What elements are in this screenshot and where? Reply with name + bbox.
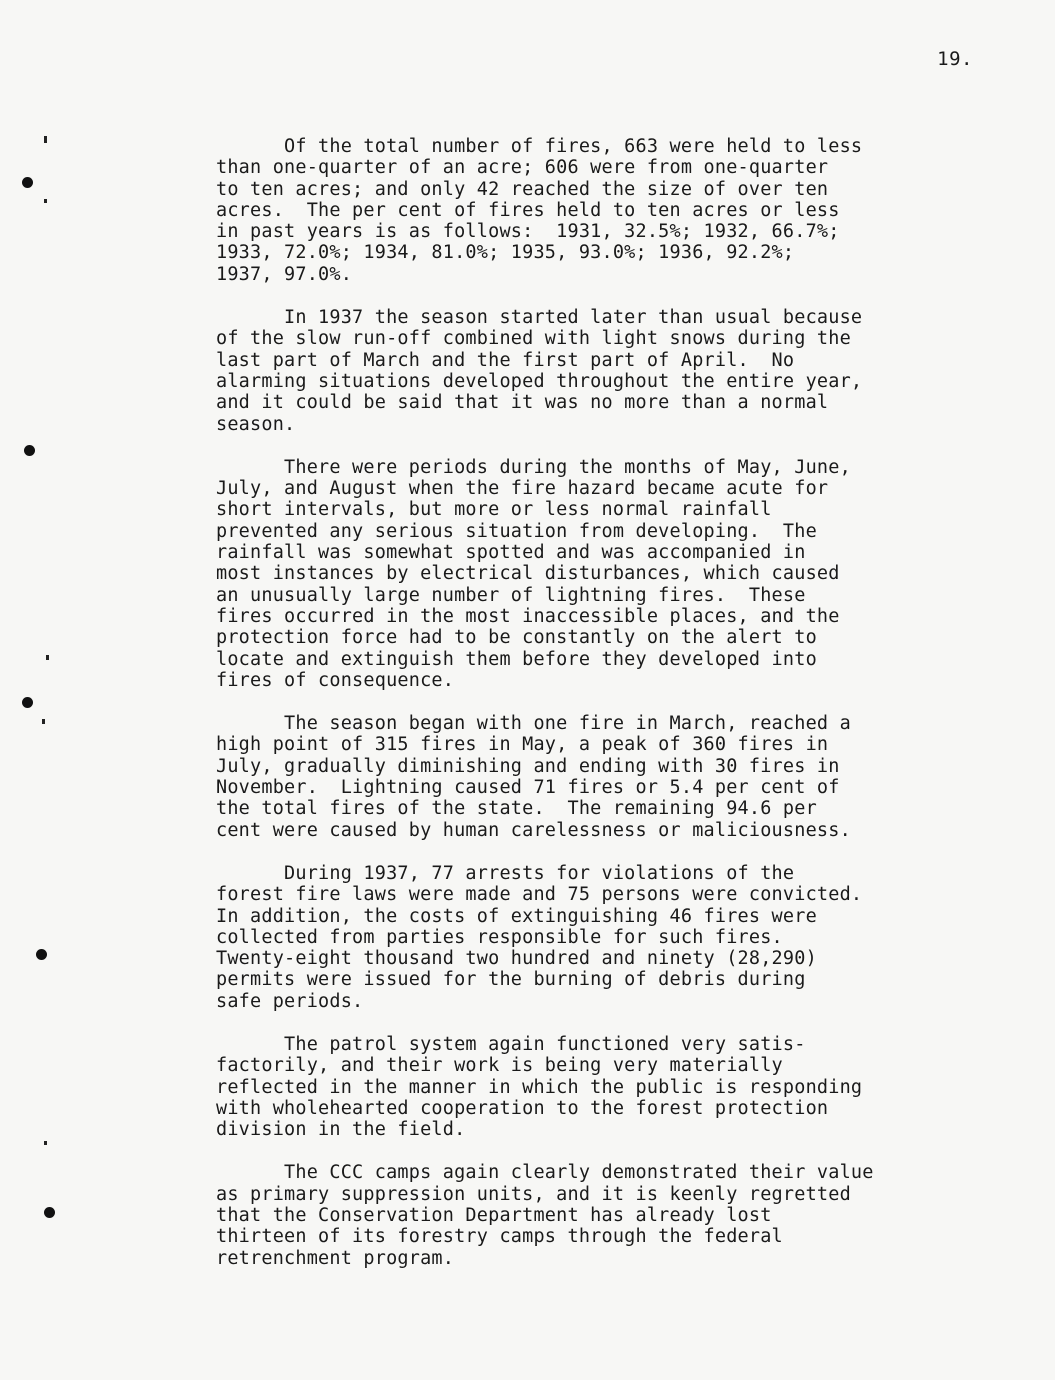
paragraph: Of the total number of fires, 663 were held to less than one-quarter of an acre; 606 were from one-quarter to ten acres; and only 42 reached the size of over ten acres. The per cent of fires held to ten acres or less in past years is as follows: 1931, 32.5%; 1932, 66.7%; 1933, 72.0%; 1934, 81.0%; 1935, 93.0%; 1936, 92.2%; 1937, 97.0%. xyxy=(216,136,863,285)
margin-mark xyxy=(44,136,47,143)
paragraph: There were periods during the months of May, June, July, and August when the fire hazard became acute for short intervals, but more or less normal rainfall prevented any serious situation from developing. The rainfall was somewhat spotted and was accompanied in most instances by electrical disturbances, which caused an unusually large number of lightning fires. These fires occurred in the most inaccessible places, and the protection force had to be constantly on the alert to locate and extinguish them before they developed into fires of consequence. xyxy=(216,456,851,691)
margin-mark xyxy=(44,1141,47,1145)
margin-mark xyxy=(42,719,45,724)
paragraph: In 1937 the season started later than usual because of the slow run-off combined with light snows during the last part of March and the first part of April. No alarming situations developed throughout the entire year, and it could be said that it was no more than a normal season. xyxy=(216,307,863,435)
page-number: 19. xyxy=(937,48,973,70)
margin-mark xyxy=(44,199,47,203)
paragraph: During 1937, 77 arrests for violations of the forest fire laws were made and 75 persons were convicted. In addition, the costs of extinguishing 46 fires were collected from parties responsible for such fires. Twenty-eight thousand two hundred and ninety (28,290) permits were issued for the burning of debris during safe periods. xyxy=(216,862,863,1012)
binder-hole-2 xyxy=(24,445,35,456)
binder-hole-3 xyxy=(22,697,33,708)
paragraph: The CCC camps again clearly demonstrated their value as primary suppression units, and it is keenly regretted that the Conservation Department has already lost thirteen of its forestry camps through the federal retrenchment program. xyxy=(216,1162,874,1269)
binder-hole-1 xyxy=(22,177,33,188)
body-text xyxy=(216,136,951,1291)
paragraph: The season began with one fire in March, reached a high point of 315 fires in May, a peak of 360 fires in July, gradually diminishing and ending with 30 fires in November. Lightning caused 71 fires or 5.4 per cent of the total fires of the state. The remaining 94.6 per cent were caused by human carelessness or maliciousness. xyxy=(216,713,851,841)
binder-hole-4 xyxy=(36,949,47,960)
binder-hole-5 xyxy=(44,1207,55,1218)
margin-mark xyxy=(46,655,49,660)
paragraph: The patrol system again functioned very satis- factorily, and their work is being very materially reflected in the manner in which the public is responding with wholehearted cooperation to the forest protection division in the field. xyxy=(216,1033,863,1141)
